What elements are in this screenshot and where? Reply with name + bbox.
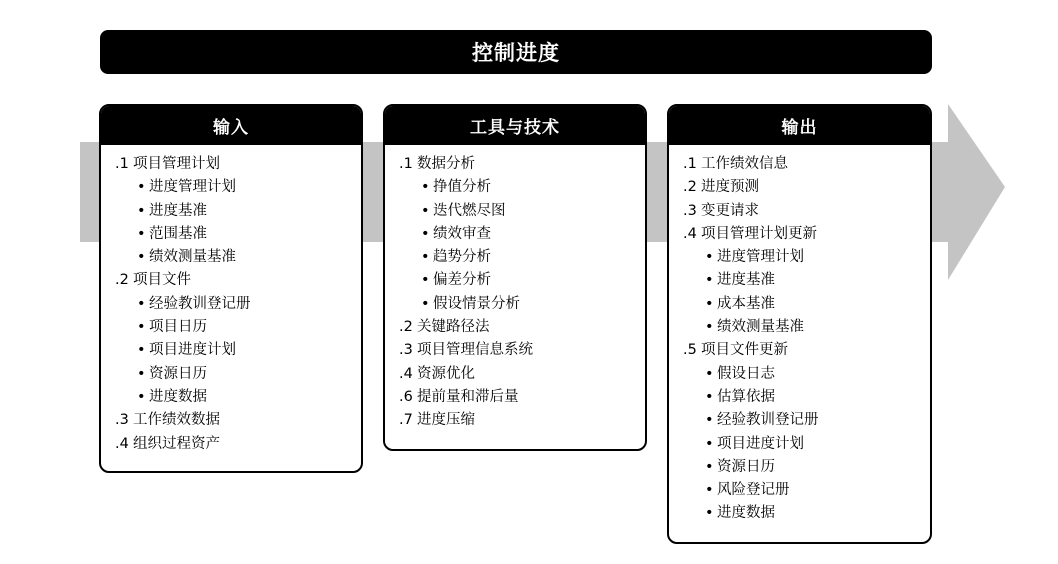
list-item bbox=[399, 409, 645, 432]
sub-list bbox=[683, 363, 930, 526]
list-item bbox=[399, 339, 645, 362]
sub-list-item: • 绩效测量基准 bbox=[137, 246, 361, 269]
sub-list-item: • 资源日历 bbox=[137, 363, 361, 386]
item-label: 数据分析 bbox=[417, 156, 475, 172]
sub-list-item: • 进度数据 bbox=[137, 386, 361, 409]
item-label: 变更请求 bbox=[701, 202, 759, 219]
item-label: 项目管理计划 bbox=[133, 156, 220, 172]
sub-list bbox=[399, 176, 645, 316]
item-label: 关键路径法 bbox=[417, 319, 490, 336]
sub-list-item: • 成本基准 bbox=[705, 293, 930, 316]
item-label: 资源优化 bbox=[417, 365, 475, 382]
sub-list-container bbox=[115, 293, 361, 409]
item-label: 项目文件更新 bbox=[701, 342, 788, 359]
sub-list-item: • 经验教训登记册 bbox=[705, 409, 930, 432]
sub-list-item: • 进度数据 bbox=[705, 502, 930, 525]
sub-list-item: • 迭代燃尽图 bbox=[421, 200, 645, 223]
sub-list-item: • 趋势分析 bbox=[421, 246, 645, 269]
tools-panel bbox=[383, 104, 647, 451]
item-label: 工作绩效数据 bbox=[133, 412, 220, 429]
list-item bbox=[115, 153, 361, 176]
list-item bbox=[399, 153, 645, 176]
sub-list-item: • 项目进度计划 bbox=[137, 339, 361, 362]
list-item bbox=[683, 223, 930, 246]
sub-list-item: • 进度管理计划 bbox=[705, 246, 930, 269]
item-number: .5 bbox=[683, 342, 697, 359]
list-item bbox=[399, 363, 645, 386]
sub-list-item: • 偏差分析 bbox=[421, 269, 645, 292]
sub-list-item: • 假设日志 bbox=[705, 363, 930, 386]
sub-list-item: • 范围基准 bbox=[137, 223, 361, 246]
outputs-header-label: 输出 bbox=[781, 118, 818, 138]
item-number: .3 bbox=[115, 412, 129, 429]
item-number: .2 bbox=[399, 319, 413, 336]
item-number: .1 bbox=[399, 156, 413, 172]
item-number: .6 bbox=[399, 388, 413, 405]
sub-list-item: • 进度基准 bbox=[705, 269, 930, 292]
sub-list-item: • 资源日历 bbox=[705, 456, 930, 479]
sub-list-container bbox=[683, 363, 930, 526]
item-number: .3 bbox=[399, 342, 413, 359]
item-number: .2 bbox=[683, 179, 697, 196]
item-number: .7 bbox=[399, 412, 413, 429]
item-number: .4 bbox=[115, 435, 129, 452]
sub-list-item: • 经验教训登记册 bbox=[137, 293, 361, 316]
sub-list-item: • 假设情景分析 bbox=[421, 293, 645, 316]
item-number: .4 bbox=[399, 365, 413, 382]
process-title-bar bbox=[100, 30, 932, 74]
sub-list-item: • 进度基准 bbox=[137, 200, 361, 223]
sub-list-item: • 项目日历 bbox=[137, 316, 361, 339]
sub-list-item: • 风险登记册 bbox=[705, 479, 930, 502]
item-number: .2 bbox=[115, 272, 129, 289]
item-number: .4 bbox=[683, 225, 697, 242]
sub-list-item: • 绩效测量基准 bbox=[705, 316, 930, 339]
process-title: 控制进度 bbox=[472, 41, 560, 65]
tools-list bbox=[385, 145, 645, 433]
sub-list-item: • 挣值分析 bbox=[421, 176, 645, 199]
item-number: .3 bbox=[683, 202, 697, 219]
outputs-list bbox=[669, 145, 930, 526]
inputs-header-label: 输入 bbox=[213, 118, 249, 138]
item-label: 进度压缩 bbox=[417, 412, 475, 429]
item-number: .1 bbox=[115, 156, 129, 172]
item-number: .1 bbox=[683, 156, 697, 172]
outputs-header bbox=[669, 106, 930, 145]
inputs-header bbox=[101, 106, 361, 145]
sub-list-container bbox=[683, 246, 930, 339]
list-item bbox=[399, 386, 645, 409]
item-label: 项目管理计划更新 bbox=[701, 225, 817, 242]
item-label: 项目管理信息系统 bbox=[417, 342, 533, 359]
tools-header bbox=[385, 106, 645, 145]
sub-list-item: • 绩效审查 bbox=[421, 223, 645, 246]
inputs-list bbox=[101, 145, 361, 456]
list-item bbox=[683, 176, 930, 199]
list-item bbox=[683, 153, 930, 176]
sub-list-item: • 进度管理计划 bbox=[137, 176, 361, 199]
outputs-panel bbox=[667, 104, 932, 544]
list-item bbox=[399, 316, 645, 339]
list-item bbox=[683, 200, 930, 223]
sub-list bbox=[683, 246, 930, 339]
list-item bbox=[683, 339, 930, 362]
item-label: 工作绩效信息 bbox=[701, 156, 788, 172]
sub-list-container bbox=[115, 176, 361, 269]
item-label: 项目文件 bbox=[133, 272, 191, 289]
list-item bbox=[115, 269, 361, 292]
sub-list-item: • 估算依据 bbox=[705, 386, 930, 409]
sub-list bbox=[115, 293, 361, 409]
tools-header-label: 工具与技术 bbox=[470, 118, 560, 138]
list-item bbox=[115, 433, 361, 456]
item-label: 组织过程资产 bbox=[133, 435, 220, 452]
item-label: 进度预测 bbox=[701, 179, 759, 196]
sub-list-item: • 项目进度计划 bbox=[705, 433, 930, 456]
sub-list-container bbox=[399, 176, 645, 316]
item-label: 提前量和滞后量 bbox=[417, 388, 519, 405]
sub-list bbox=[115, 176, 361, 269]
list-item bbox=[115, 409, 361, 432]
inputs-panel bbox=[99, 104, 363, 473]
